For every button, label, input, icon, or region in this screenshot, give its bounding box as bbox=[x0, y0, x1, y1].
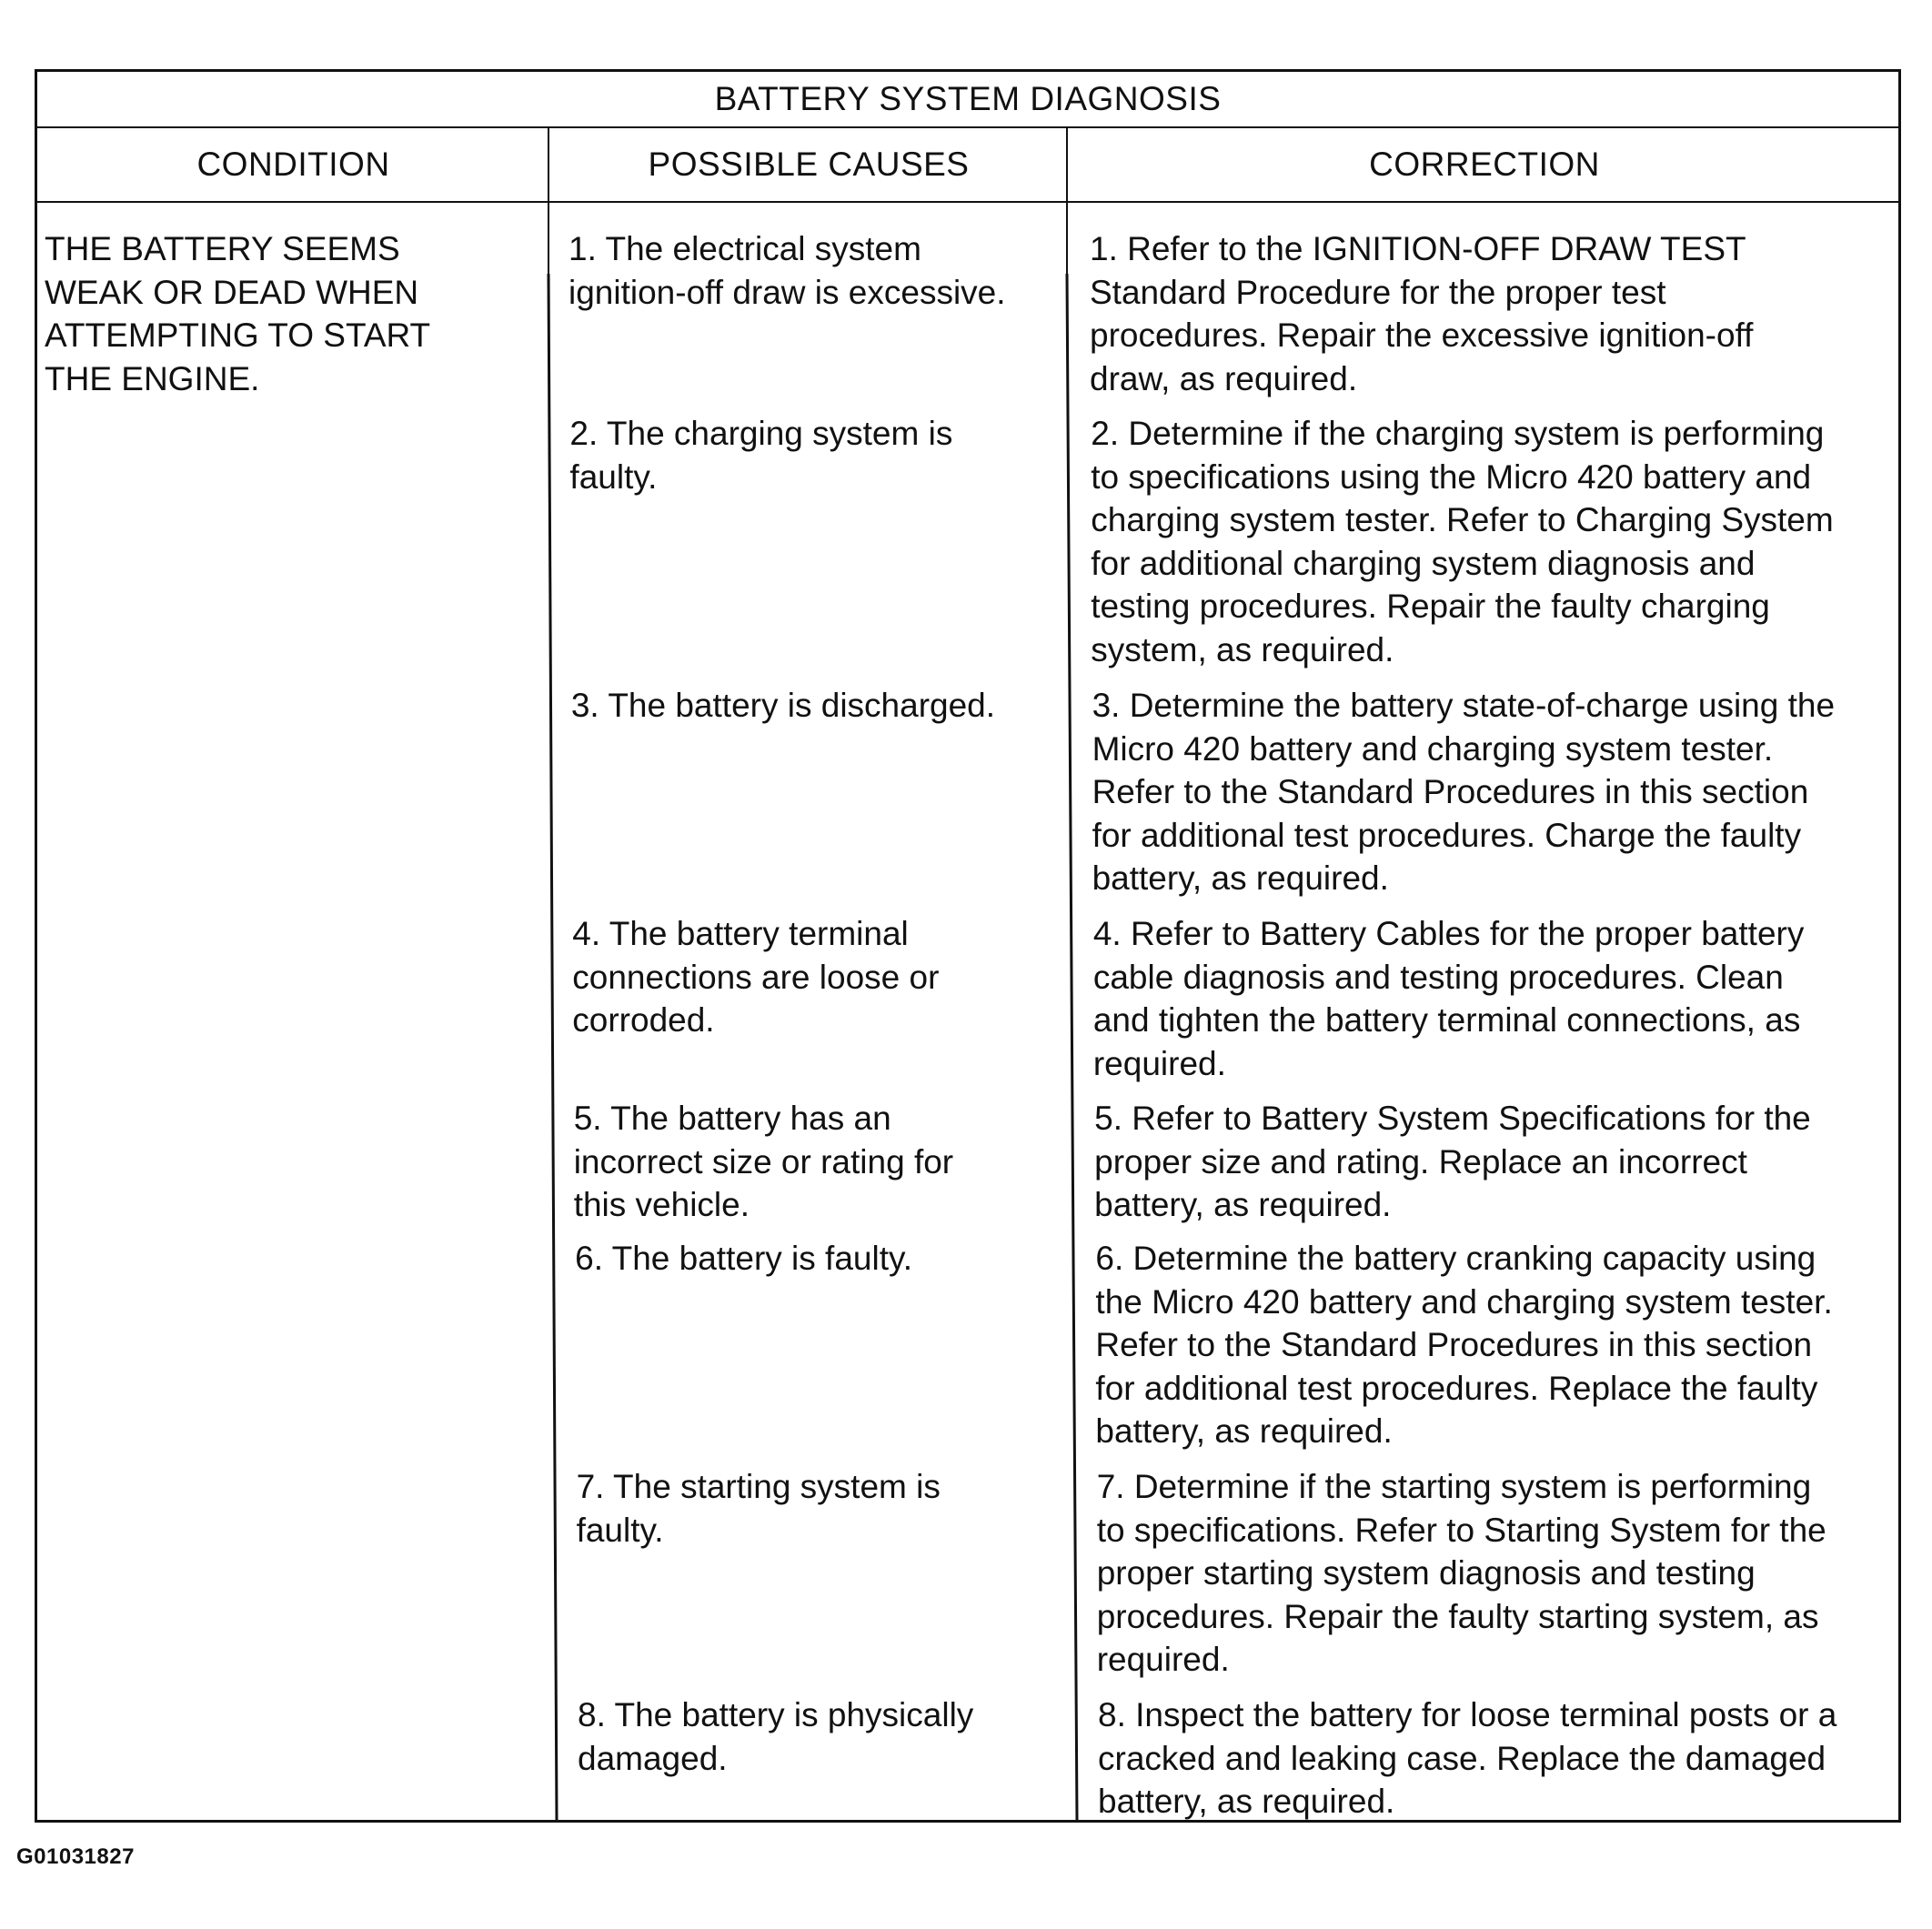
condition-cell: THE BATTERY SEEMS WEAK OR DEAD WHEN ATTEMPTING TO START THE ENGINE. bbox=[45, 230, 431, 397]
divider-causes-correction bbox=[1067, 274, 1077, 1820]
header-correction: CORRECTION bbox=[1369, 146, 1600, 183]
divider-condition-causes bbox=[548, 274, 557, 1820]
correction-cell: 1. Refer to the IGNITION-OFF DRAW TEST Standard Procedure for the proper test procedures. Repair the excessive ignition-off draw, as required. bbox=[1090, 230, 1754, 397]
cause-cell: 8. The battery is physically damaged. bbox=[578, 1696, 974, 1777]
correction-cell: 3. Determine the battery state-of-charge using the Micro 420 battery and charging system tester. Refer to the Standard Procedures in this section for additional test procedures. Charge the faulty battery, as required. bbox=[1092, 687, 1836, 897]
cause-cell: 4. The battery terminal connections are loose or corroded. bbox=[572, 915, 940, 1039]
correction-cell: 6. Determine the battery cranking capacity using the Micro 420 battery and charging system tester. Refer to the Standard Procedures in this section for additional test procedures. Replace the faulty battery, as required. bbox=[1095, 1240, 1833, 1450]
cause-cell: 3. The battery is discharged. bbox=[570, 687, 996, 724]
correction-cell: 4. Refer to Battery Cables for the proper battery cable diagnosis and testing procedures. Clean and tighten the battery terminal connections, as required. bbox=[1092, 915, 1805, 1082]
correction-cell: 2. Determine if the charging system is performing to specifications using the Micro 420 battery and charging system tester. Refer to Charging System for additional charging system diagnosis and testing procedures. Repair the faulty charging system, as required. bbox=[1091, 415, 1834, 668]
header-possible-causes: POSSIBLE CAUSES bbox=[648, 146, 970, 183]
cause-cell: 6. The battery is faulty. bbox=[575, 1240, 913, 1277]
cause-cell: 1. The electrical system ignition-off draw is excessive. bbox=[569, 230, 1006, 311]
correction-cell: 7. Determine if the starting system is performing to specifications. Refer to Starting System for the proper starting system diagnosis and testing procedures. Repair the faulty starting system, as required. bbox=[1096, 1468, 1826, 1678]
figure-id: G01031827 bbox=[16, 1844, 135, 1869]
correction-cell: 8. Inspect the battery for loose terminal posts or a cracked and leaking case. Replace the damaged battery, as required. bbox=[1098, 1696, 1837, 1820]
table-title: BATTERY SYSTEM DIAGNOSIS bbox=[37, 72, 1898, 128]
cause-cell: 2. The charging system is faulty. bbox=[569, 415, 953, 496]
cause-cell: 5. The battery has an incorrect size or rating for this vehicle. bbox=[573, 1100, 954, 1223]
cause-cell: 7. The starting system is faulty. bbox=[576, 1468, 941, 1549]
header-condition: CONDITION bbox=[196, 146, 390, 183]
battery-diagnosis-table bbox=[35, 69, 1901, 1823]
correction-cell: 5. Refer to Battery System Specifications for the proper size and rating. Replace an incorrect battery, as required. bbox=[1094, 1100, 1811, 1223]
